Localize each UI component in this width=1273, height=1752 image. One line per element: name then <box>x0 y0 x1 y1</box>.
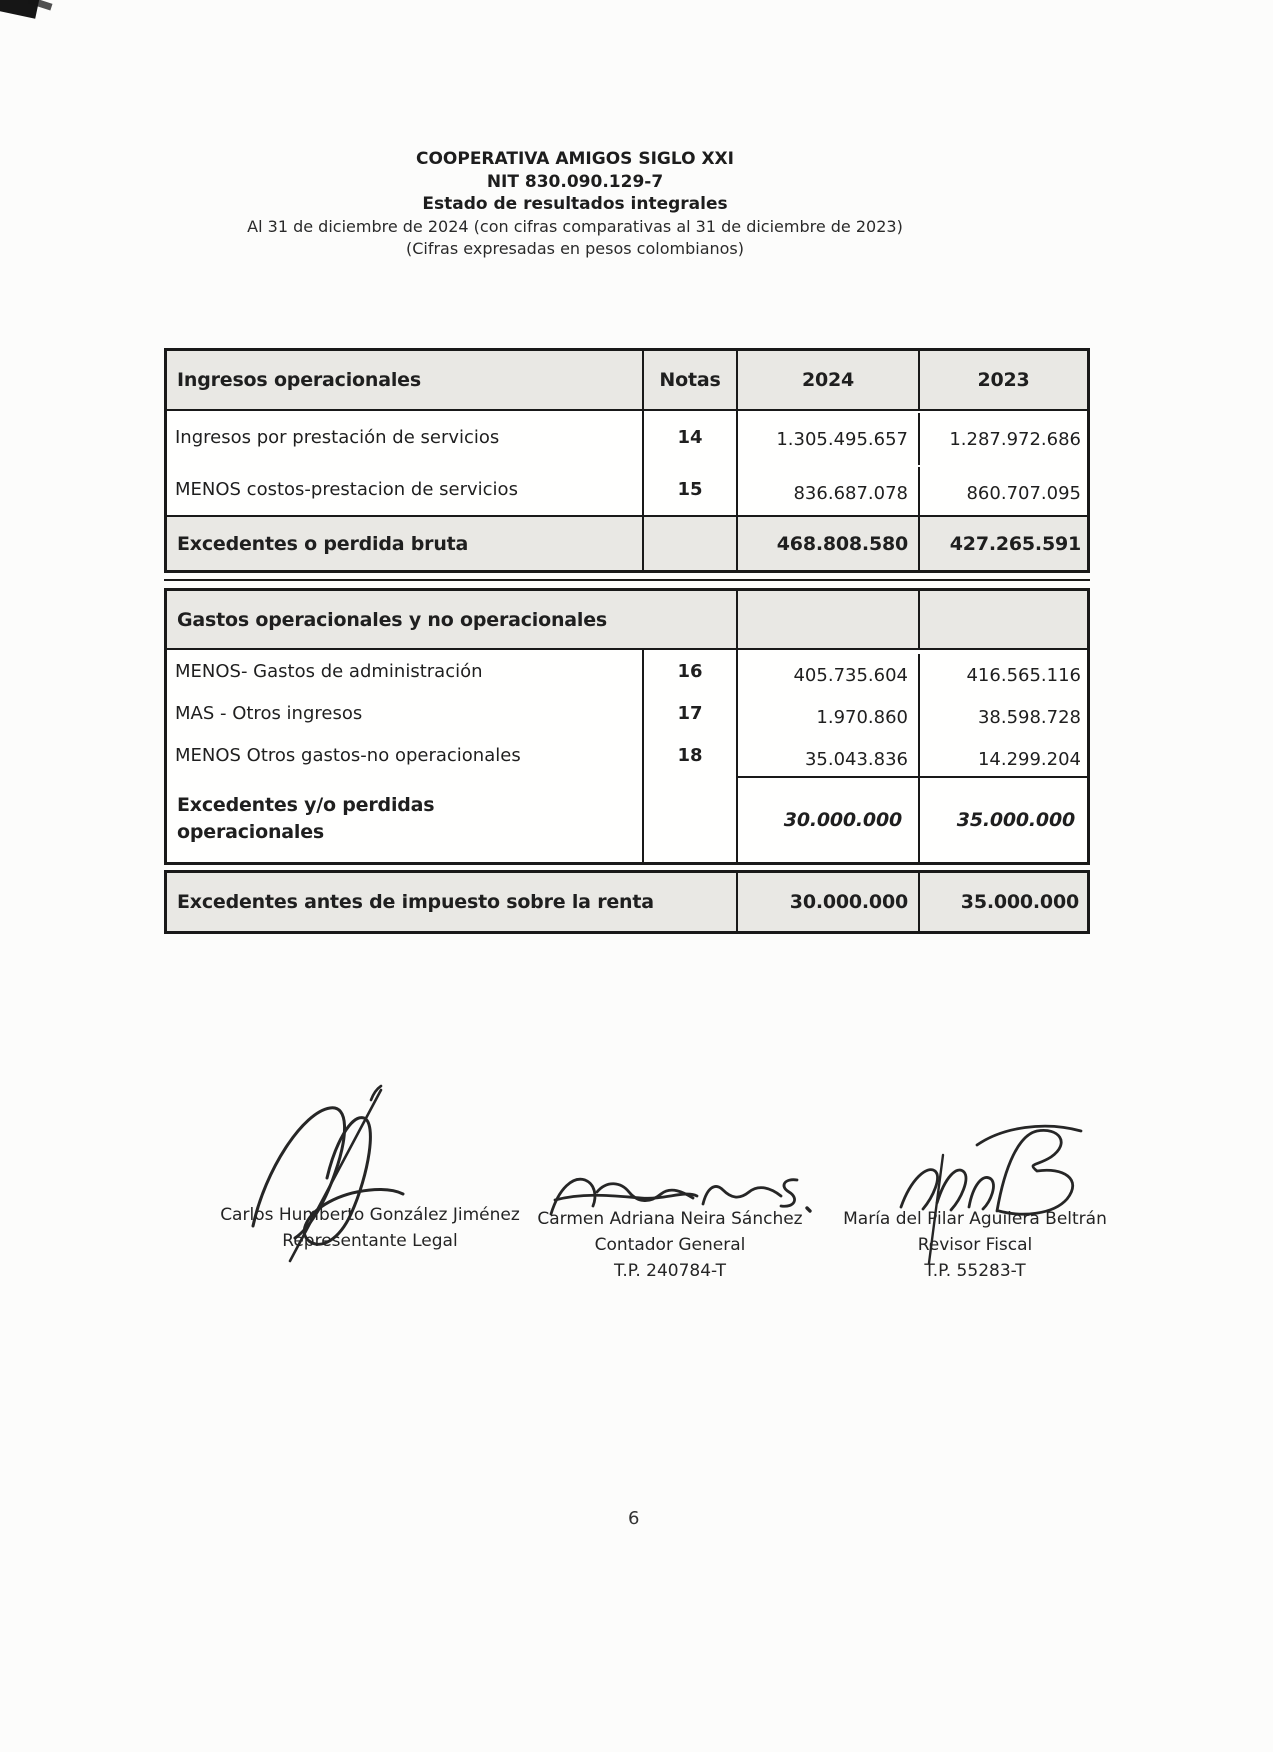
row-value-2024: 1.305.495.657 <box>738 413 920 465</box>
row-value-2024: 836.687.078 <box>738 467 920 519</box>
table-divider-line <box>164 579 1090 581</box>
row-value-2023: 416.565.116 <box>966 664 1081 686</box>
gross-surplus-label: Excedentes o perdida bruta <box>167 515 644 570</box>
currency-note: (Cifras expresadas en pesos colombianos) <box>405 239 744 258</box>
row-label: Ingresos por prestación de servicios <box>167 411 644 463</box>
row-note: 16 <box>644 650 738 692</box>
empty-cell <box>644 776 738 862</box>
pre-tax-2024: 30.000.000 <box>738 873 920 931</box>
statement-title: Estado de resultados integrales <box>422 194 728 214</box>
row-label: MENOS costos-prestacion de servicios <box>167 463 644 515</box>
year-2023-header: 2023 <box>920 351 1087 411</box>
gross-surplus-2023: 427.265.591 <box>920 515 1087 570</box>
table-header-cell: Ingresos operacionales <box>167 351 644 411</box>
expenses-table <box>164 588 1090 865</box>
signer-role: Contador General <box>594 1235 746 1255</box>
notes-column-header: Notas <box>644 351 738 411</box>
row-label: MENOS- Gastos de administración <box>167 650 644 692</box>
operating-income-table <box>164 348 1090 573</box>
row-value-2023: 14.299.204 <box>977 748 1081 770</box>
statement-period: Al 31 de diciembre de 2024 (con cifras comparativas al 31 de diciembre de 2023) <box>247 216 903 236</box>
document-header <box>160 148 990 261</box>
signer-role: Revisor Fiscal <box>917 1235 1033 1255</box>
row-value-2024: 1.970.860 <box>738 696 920 738</box>
row-label: MAS - Otros ingresos <box>167 692 644 734</box>
pre-tax-2023: 35.000.000 <box>920 873 1087 931</box>
table-header-cell: Gastos operacionales y no operacionales <box>167 591 738 650</box>
operating-surplus-2024: 30.000.000 <box>738 776 920 862</box>
signature-block-contador <box>500 1206 840 1284</box>
empty-cell <box>738 591 920 650</box>
operating-surplus-2023: 35.000.000 <box>920 776 1087 862</box>
signer-tp: T.P. 55283-T <box>924 1261 1026 1281</box>
empty-cell <box>920 591 1087 650</box>
empty-cell <box>644 515 738 570</box>
pre-tax-label: Excedentes antes de impuesto sobre la renta <box>167 873 738 931</box>
row-note: 17 <box>644 692 738 734</box>
signature-block-representante <box>190 1202 550 1254</box>
signer-role: Representante Legal <box>282 1231 458 1251</box>
row-note: 18 <box>644 734 738 776</box>
row-note: 14 <box>644 411 738 463</box>
row-value-2024: 405.735.604 <box>738 654 920 696</box>
signature-block-revisor <box>800 1206 1150 1284</box>
signer-name: Carmen Adriana Neira Sánchez <box>537 1209 803 1229</box>
gross-surplus-2024: 468.808.580 <box>738 515 920 570</box>
row-value-2024: 35.043.836 <box>738 738 920 780</box>
operating-surplus-label: Excedentes y/o perdidas operacionales <box>167 776 644 862</box>
row-value-2023: 860.707.095 <box>966 482 1081 504</box>
signer-tp: T.P. 240784-T <box>613 1261 727 1281</box>
company-nit: NIT 830.090.129-7 <box>486 171 664 192</box>
row-note: 15 <box>644 463 738 515</box>
signer-name: María del Pilar Aguilera Beltrán <box>843 1209 1107 1229</box>
row-value-2023: 1.287.972.686 <box>949 428 1081 450</box>
year-2024-header: 2024 <box>738 351 920 411</box>
signer-name: Carlos Humberto González Jiménez <box>220 1205 520 1225</box>
company-name: COOPERATIVA AMIGOS SIGLO XXI <box>415 149 734 169</box>
pre-tax-total-table <box>164 870 1090 934</box>
page-number: 6 <box>628 1508 640 1529</box>
row-label: MENOS Otros gastos-no operacionales <box>167 734 644 776</box>
row-value-2023: 38.598.728 <box>977 706 1081 728</box>
